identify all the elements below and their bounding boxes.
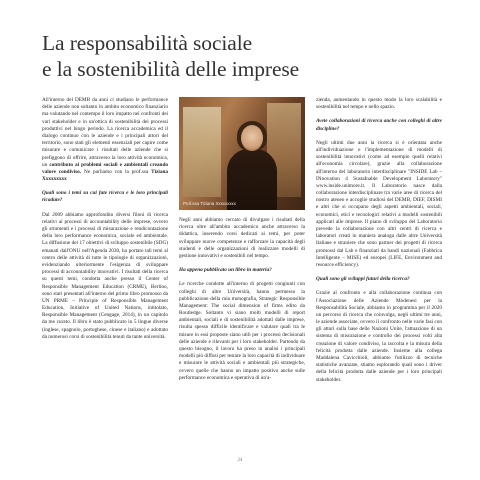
- interviewee-name: Tiziana Xxxxxxxxx: [42, 168, 168, 183]
- question-heading-1: Quali sono i temi su cui fate ricerca e le loro principali ricadute?: [42, 190, 168, 204]
- question-heading-4: Quali sono gli sviluppi futuri della ricerca?: [316, 276, 410, 283]
- intro-bold-text: contributo ai problemi sociali e ambientali creando valore condiviso.: [42, 161, 169, 175]
- text-column-1: [42, 97, 168, 341]
- answer-paragraph-3: Negli ultimi due anni la ricerca si è orientata anche all'individuazione e l'implementazione di modelli di sostenibilità innovativi (come ad esempio quelli relativi all'economia circolare), grazie alla collaborazione all'interno del laboratorio interdisciplinare "INSIDE Lab – INnovation 4 SustaInable Development Laboratory" www.inside.unimore.it. Il Laboratorio nasce dalla collaborazione interdisciplinare tra varie aree di ricerca del nostro ateneo e accoglie studiosi del DEMB, DIEF, DISMI e altri che si occupano degli aspetti ambientali, sociali, economici, etici e tecnologici relativi a modelli sostenibili applicati alle imprese. Il piano di sviluppo del Laboratorio prevede la collaborazione con altri centri di ricerca e laboratori creati in maniera analoga dalle altre Università Italiane e straniere che sono partner dei progetti di ricerca promossi dal Lab e finanziati da bandi nazionali (Fabbrica Intelligente – MISE) ed europei (LIFE, Environment and resource efficiency).: [316, 139, 442, 268]
- answer-paragraph-4: Grazie al confronto e alla collaborazione continua con l'Associazione delle Aziende Modenesi per la Responsabilità Sociale, abbiamo in programma per il 2020 un percorso di ricerca che coinvolga, negli ultimi tre anni, le aziende associate, ovvero il confronto nelle varie fasi con gli attori sulla base delle Nazioni Unite, l'attuazione di un sistema di misurazione e controllo dei processi volti alla creazione di valore condiviso, la raccolta e la misura della felicità prodotta dalle aziende. Insieme alla collega Maddalena Cavicchioli, abbiamo l'utilizzo di tecniche statistiche avanzate, stiamo esplorando quali sono i driver della felicità prodotta dalle aziende per i loro principali stakeholder.: [316, 290, 442, 383]
- paragraph-col3-1: zienda, aumentando in questo modo la loro scalabilità e sostenibilità nel tempo e nello spazio.: [316, 97, 442, 111]
- article-title-line-2: e la sostenibilità delle imprese: [42, 57, 300, 81]
- article-title: [42, 30, 462, 82]
- text-column-2: [179, 217, 305, 382]
- intro-paragraph: [42, 97, 168, 183]
- question-heading-2: Ha appena pubblicato un libro in materia?: [179, 267, 272, 274]
- page-number: 24: [237, 458, 243, 463]
- paragraph-col2-1: Negli anni abbiamo cercato di divulgare i risultati della ricerca oltre all'ambito accademico anche attraverso la didattica, inserendo corsi dedicati ai temi, per poter sviluppare nuove competenze e rafforzare la capacità degli studenti e delle organizzazioni di realizzare modelli di gestione innovativi e sostenibili nel tempo.: [179, 217, 305, 259]
- interviewee-photo: [179, 97, 305, 210]
- article-title-line-1: La responsabilità sociale: [42, 31, 253, 55]
- intro-end-text: Ne parliamo con la prof.ssa: [84, 168, 149, 175]
- answer-paragraph-1: Dal 2009 abbiamo approfondito diversi filoni di ricerca relativi ai processi di accountability delle imprese, ovvero gli strumenti e i processi di misurazione e rendicontazione della loro performance economica, sociale ed ambientale. La diffusione dei 17 obiettivi di sviluppo sostenibile (SDG) emanati dall'ONU nell'Agenda 2030, ha portato tali temi al centro delle attività di tutte le tipologie di organizzazioni, evidenziando ulteriormente l'esigenza di sviluppare processi di accountability innovativi. I risultati della ricerca su questi temi, condotta anche presso il Center of Responsible Management Education (CRME), Berlino, sono stati presentati all'interno del primo libro promosso da UN PRME – Principle of Responsible Management Education, Initiative of United Nations, intitolato, Responsible Management (Cengage, 2014), in un capitolo da me curato. Il libro è stato pubblicato in 5 lingue diverse (inglese, spagnolo, portoghese, cinese e italiano) e adottato da numerosi corsi di sostenibilità tenuti da tante università.: [42, 211, 168, 340]
- question-heading-3: Avete collaborazioni di ricerca anche con colleghi di altre discipline?: [316, 118, 442, 132]
- intro-text: All'interno del DEMB da anni ci studiano le performance delle aziende non soltanto in ambito economico finanziario ma valutando nel contempo il loro impatto nei confronti dei vari stakeholder e in un'ottica di sostenibilità dei processi produttivi nel lungo periodo. La ricerca accademica ed il dialogo continuo con le aziende e i principali attori del territorio, sono stati gli elementi essenziali per capire come misurare e comunicare i risultati delle aziende che si prefiggono di offrire, attraverso la loro attività economica, un: [42, 97, 168, 168]
- text-column-3: [316, 97, 442, 384]
- answer-paragraph-2: Le ricerche condotte all'interno di progetti congiunti con colleghi di altre Università, hanno permesso la pubblicazione della mia monografia, Strategic Responsible Management: The social dimension of firms edito da Routledge. Soltanto vi siano molti modelli di report ambientali, sociali e di sostenibilità adottati dalle imprese, risulta spesso difficile identificare e valutare quali tra le misure in essi proposte siano utili per i processi decisionali delle aziende e rilevanti per i loro stakeholder. Partendo da questo bisogno, il lavoro ha preso in analisi i principali modelli più diffusi per testare la loro capacità di individuare e misurare le attività sociali e ambientali più strategiche, ovvero quelle che hanno un impatto positivo anche sulle performance economica e operativa di un'a-: [179, 281, 306, 381]
- photo-figure-head: [241, 125, 263, 151]
- photo-caption: Prof.ssa Tiziana Xxxxxxxxx: [183, 201, 236, 206]
- photo-background-panel: [183, 107, 221, 197]
